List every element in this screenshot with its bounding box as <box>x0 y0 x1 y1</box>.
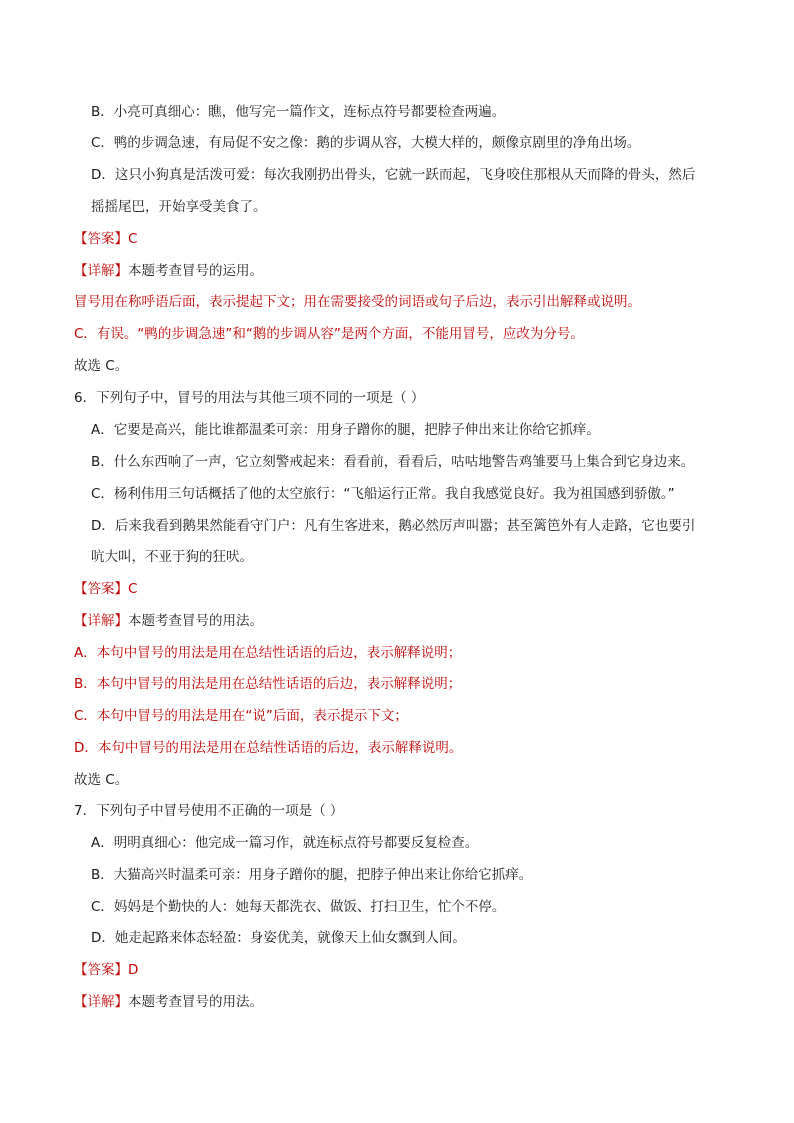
q5-detail-line-2: C．有误。“鸭的步调急速”和“鹅的步调从容”是两个方面，不能用冒号，应改为分号。 <box>74 326 584 342</box>
q7-option-a: A．明明真细心：他完成一篇习作，就连标点符号都要反复检查。 <box>91 835 479 851</box>
answer-label: 【答案】 <box>74 231 128 247</box>
detail-text: 本题考查冒号的运用。 <box>128 263 263 279</box>
q6-detail-line-4: D．本句中冒号的用法是用在总结性话语的后边，表示解释说明。 <box>74 740 463 756</box>
q6-option-d-line2: 吭大叫，不亚于狗的狂吠。 <box>91 549 253 565</box>
detail-label: 【详解】 <box>74 994 128 1010</box>
q6-option-d-line1: D．后来我看到鹅果然能看守门户：凡有生客进来，鹅必然厉声叫嚣；甚至篱笆外有人走路，它也要引 <box>91 518 696 534</box>
q5-conclusion: 故选 C。 <box>74 358 129 374</box>
answer-value: D <box>128 962 139 978</box>
q5-answer <box>74 229 137 249</box>
q6-option-a: A．它要是高兴，能比谁都温柔可亲：用身子蹭你的腿，把脖子伸出来让你给它抓痒。 <box>91 422 600 438</box>
answer-value: C <box>128 581 138 597</box>
q7-option-b: B．大猫高兴时温柔可亲：用身子蹭你的腿，把脖子伸出来让你给它抓痒。 <box>91 867 533 883</box>
q6-detail-line-3: C．本句中冒号的用法是用在“说”后面，表示提示下文； <box>74 708 408 724</box>
q6-detail-line-2: B．本句中冒号的用法是用在总结性话语的后边，表示解释说明； <box>74 676 462 692</box>
q5-detail-heading <box>74 261 263 281</box>
q6-option-b: B．什么东西响了一声，它立刻警戒起来：看看前，看看后，咕咕地警告鸡雏要马上集合到它身边来。 <box>91 454 695 470</box>
q6-answer <box>74 579 137 599</box>
answer-label: 【答案】 <box>74 962 128 978</box>
detail-label: 【详解】 <box>74 613 128 629</box>
q6-conclusion: 故选 C。 <box>74 772 129 788</box>
q5-option-d-line1: D．这只小狗真是活泼可爱：每次我刚扔出骨头，它就一跃而起，飞身咬住那根从天而降的骨头，然后 <box>91 167 696 183</box>
q7-option-c: C．妈妈是个勤快的人：她每天都洗衣、做饭、打扫卫生，忙个不停。 <box>91 899 506 915</box>
q7-answer <box>74 960 138 980</box>
answer-label: 【答案】 <box>74 581 128 597</box>
q5-option-d-line2: 摇摇尾巴，开始享受美食了。 <box>91 199 267 215</box>
q7-stem: 7．下列句子中冒号使用不正确的一项是（ ） <box>74 803 344 819</box>
q6-detail-heading <box>74 611 263 631</box>
detail-text: 本题考查冒号的用法。 <box>128 994 263 1010</box>
q6-detail-line-1: A．本句中冒号的用法是用在总结性话语的后边，表示解释说明； <box>74 645 462 661</box>
q6-stem: 6．下列句子中，冒号的用法与其他三项不同的一项是（ ） <box>74 390 425 406</box>
detail-text: 本题考查冒号的用法。 <box>128 613 263 629</box>
q5-option-c: C．鸭的步调急速，有局促不安之像：鹅的步调从容，大模大样的，颇像京剧里的净角出场。 <box>91 135 641 151</box>
q7-detail-heading <box>74 992 263 1012</box>
q7-option-d: D．她走起路来体态轻盈：身姿优美，就像天上仙女飘到人间。 <box>91 930 466 946</box>
detail-label: 【详解】 <box>74 263 128 279</box>
q5-option-b: B．小亮可真细心：瞧，他写完一篇作文，连标点符号都要检查两遍。 <box>91 104 506 120</box>
q5-detail-line-1: 冒号用在称呼语后面，表示提起下文；用在需要接受的词语或句子后边，表示引出解释或说明。 <box>74 294 641 310</box>
q6-option-c: C．杨利伟用三句话概括了他的太空旅行：“飞船运行正常。我自我感觉良好。我为祖国感到骄傲。” <box>91 486 675 502</box>
answer-value: C <box>128 231 138 247</box>
